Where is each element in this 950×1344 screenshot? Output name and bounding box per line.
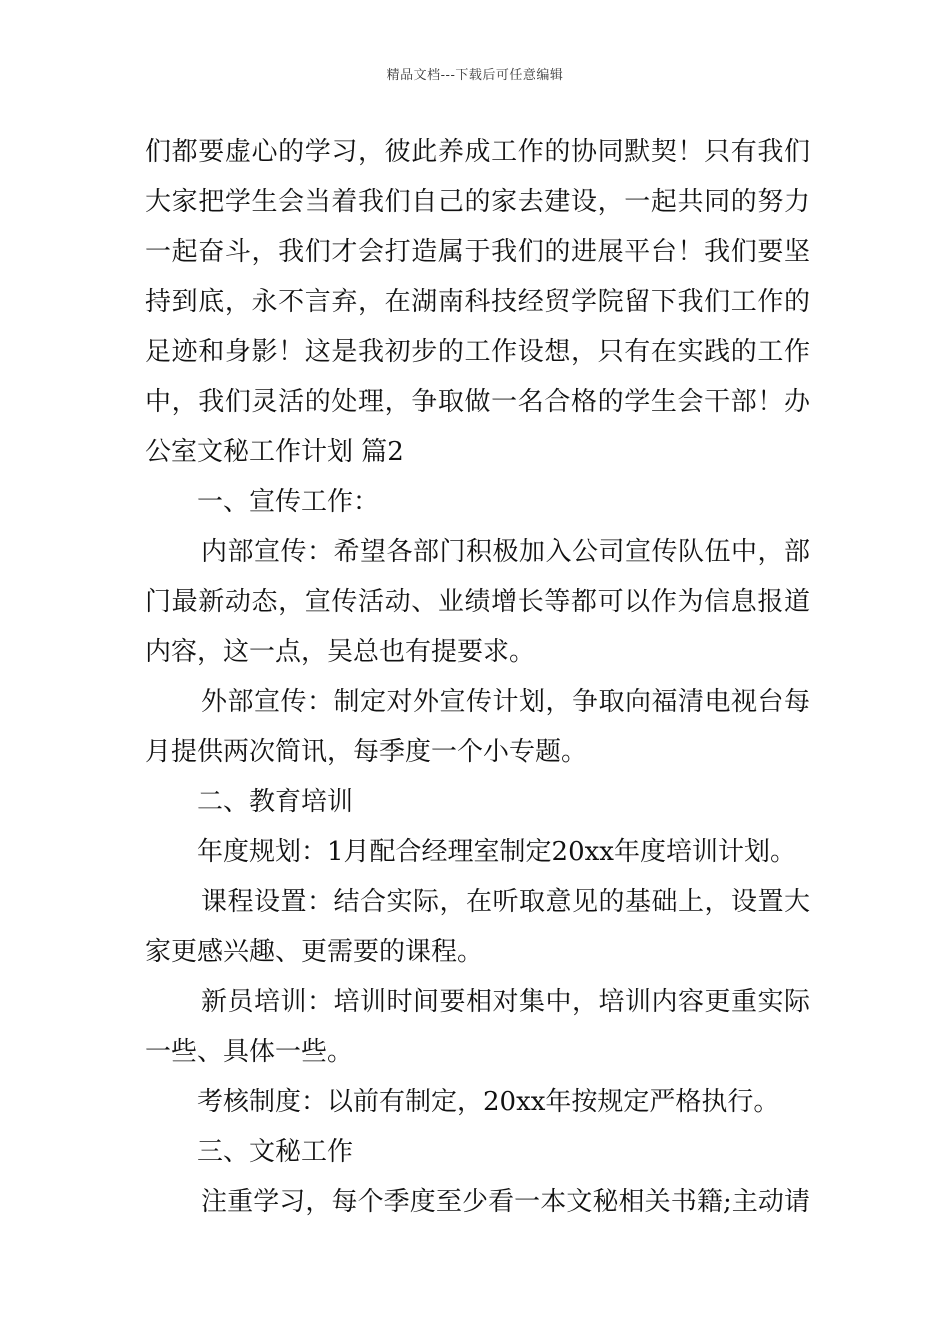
paragraph-line: 足迹和身影！这是我初步的工作设想，只有在实践的工作 bbox=[145, 337, 810, 367]
paragraph-line: 课程设置：结合实际，在听取意见的基础上，设置大 bbox=[201, 887, 810, 917]
paragraph-line: 新员培训：培训时间要相对集中，培训内容更重实际 bbox=[201, 987, 810, 1017]
paragraph-line: 月提供两次简讯，每季度一个小专题。 bbox=[145, 737, 588, 767]
heading-publicity: 一、宣传工作： bbox=[197, 487, 380, 517]
paragraph-line: 大家把学生会当着我们自己的家去建设，一起共同的努力 bbox=[145, 187, 810, 217]
paragraph-line: 持到底，永不言弃，在湖南科技经贸学院留下我们工作的 bbox=[145, 287, 810, 317]
paragraph-line: 外部宣传：制定对外宣传计划，争取向福清电视台每 bbox=[201, 687, 810, 717]
paragraph-line: 考核制度：以前有制定，20xx年按规定严格执行。 bbox=[197, 1087, 780, 1117]
paragraph-line: 中，我们灵活的处理，争取做一名合格的学生会干部！办 bbox=[145, 387, 810, 417]
paragraph-line: 一起奋斗，我们才会打造属于我们的进展平台！我们要坚 bbox=[145, 237, 810, 267]
section-title-line: 公室文秘工作计划 篇2 bbox=[145, 437, 404, 467]
paragraph-line: 注重学习，每个季度至少看一本文秘相关书籍;主动请 bbox=[201, 1187, 810, 1217]
paragraph-line: 内部宣传：希望各部门积极加入公司宣传队伍中，部 bbox=[201, 537, 810, 567]
paragraph-line: 年度规划：1月配合经理室制定20xx年度培训计划。 bbox=[197, 837, 796, 867]
heading-training: 二、教育培训 bbox=[197, 787, 354, 817]
paragraph-line: 家更感兴趣、更需要的课程。 bbox=[145, 937, 484, 967]
paragraph-line: 门最新动态，宣传活动、业绩增长等都可以作为信息报道 bbox=[145, 587, 810, 617]
paragraph-line: 一些、具体一些。 bbox=[145, 1037, 354, 1067]
page-header: 精品文档---下载后可任意编辑 bbox=[386, 68, 564, 83]
heading-secretarial: 三、文秘工作 bbox=[197, 1137, 354, 1167]
document-body bbox=[145, 127, 810, 1227]
paragraph-line: 们都要虚心的学习，彼此养成工作的协同默契！只有我们 bbox=[145, 137, 810, 167]
paragraph-line: 内容，这一点，吴总也有提要求。 bbox=[145, 637, 536, 667]
